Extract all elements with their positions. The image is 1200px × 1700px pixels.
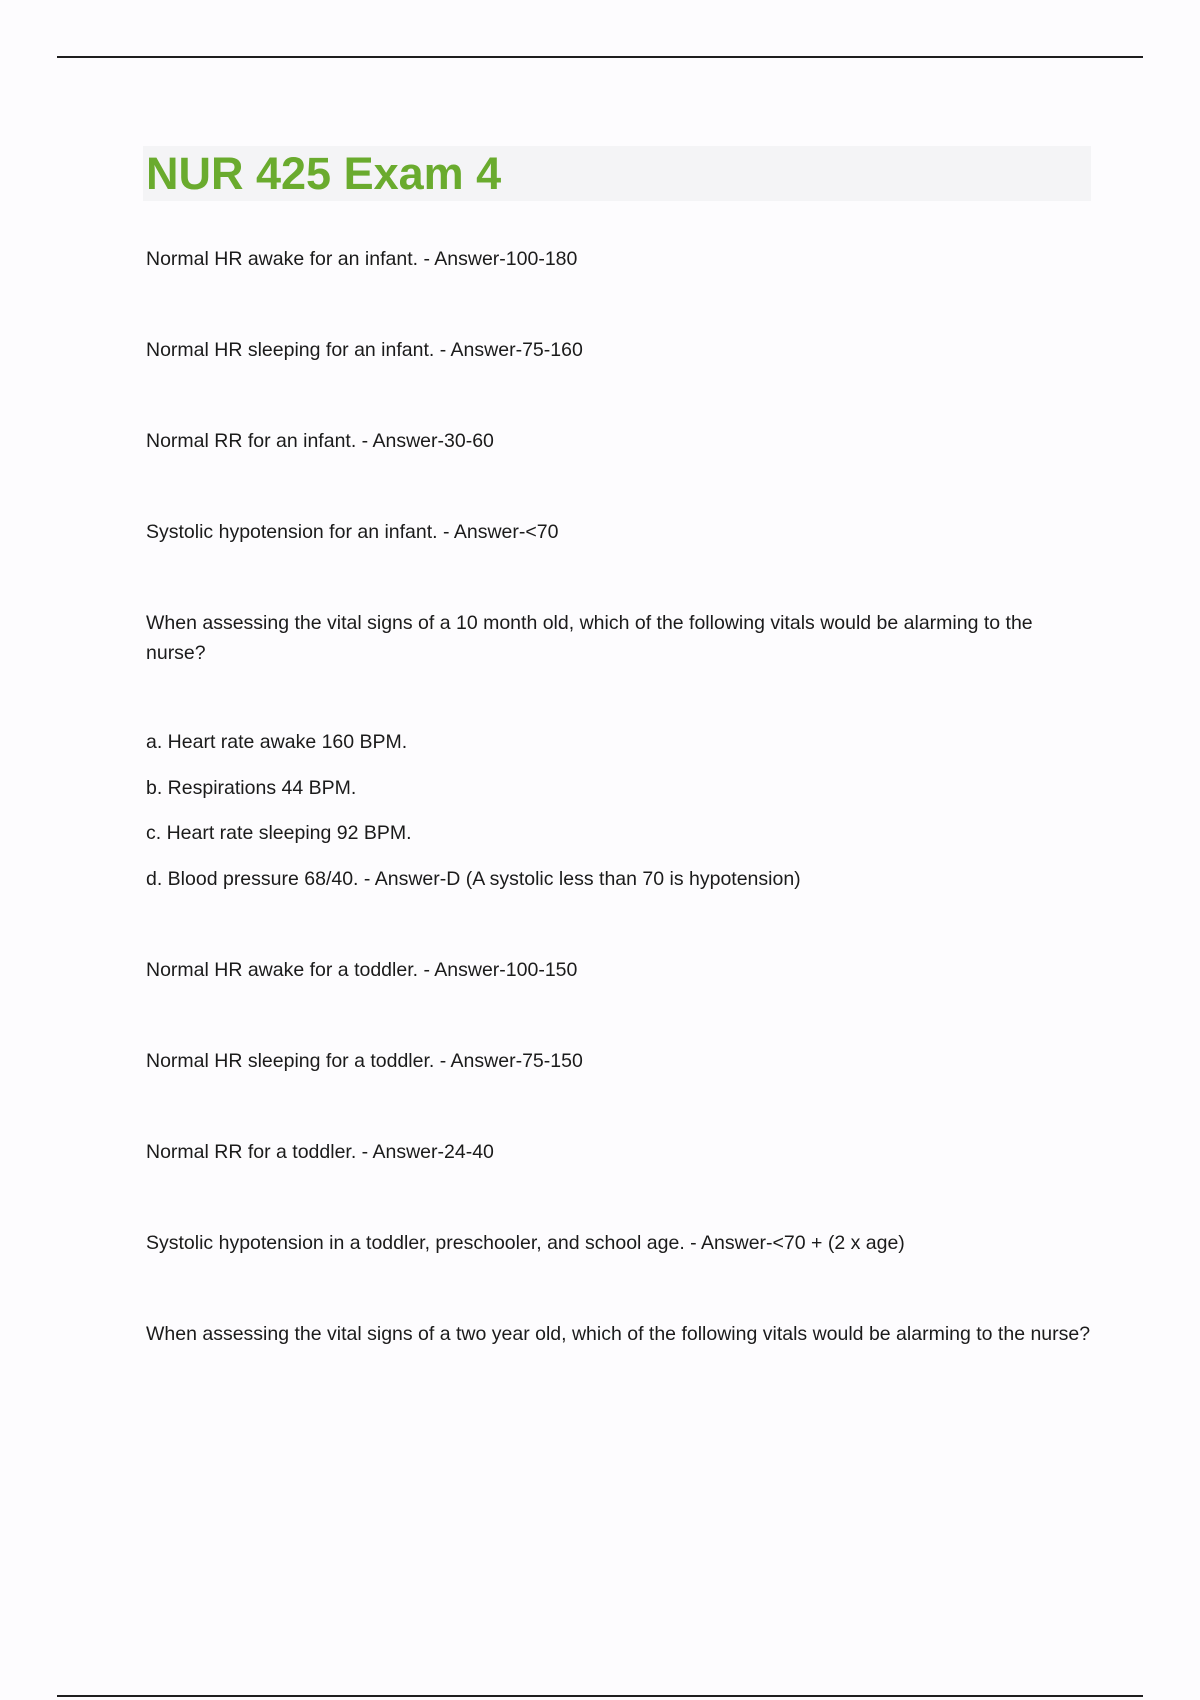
answer-option-a: a. Heart rate awake 160 BPM.: [146, 731, 408, 753]
page-title: NUR 425 Exam 4: [146, 148, 502, 199]
question-text: When assessing the vital signs of a two year old, which of the following vitals would be alarming to the nurse?: [146, 1323, 1091, 1345]
header-rule: [57, 56, 1143, 58]
qa-item: Normal HR awake for a toddler. - Answer-100-150: [146, 959, 578, 981]
qa-item: Normal HR sleeping for a toddler. - Answer-75-150: [146, 1050, 583, 1072]
footer-rule: [57, 1695, 1143, 1697]
qa-item: Normal HR awake for an infant. - Answer-100-180: [146, 248, 578, 270]
answer-option-b: b. Respirations 44 BPM.: [146, 777, 357, 799]
qa-item: Normal RR for an infant. - Answer-30-60: [146, 430, 494, 452]
qa-item: Normal HR sleeping for an infant. - Answer-75-160: [146, 339, 583, 361]
qa-item: Systolic hypotension for an infant. - Answer-<70: [146, 521, 559, 543]
question-text: When assessing the vital signs of a 10 month old, which of the following vitals would be alarming to the nurse?: [146, 612, 1033, 664]
answer-option-c: c. Heart rate sleeping 92 BPM.: [146, 822, 412, 844]
qa-item: Normal RR for a toddler. - Answer-24-40: [146, 1141, 494, 1163]
qa-item: Systolic hypotension in a toddler, preschooler, and school age. - Answer-<70 + (2 x age): [146, 1232, 905, 1254]
answer-option-d: d. Blood pressure 68/40. - Answer-D (A systolic less than 70 is hypotension): [146, 868, 801, 890]
